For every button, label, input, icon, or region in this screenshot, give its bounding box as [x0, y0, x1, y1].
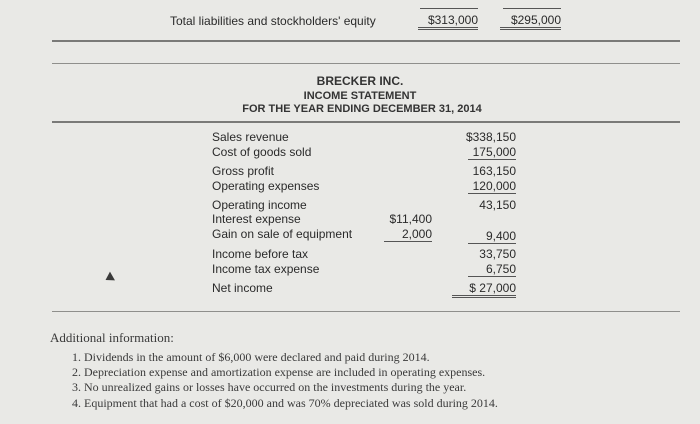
info-item-number: 4.	[72, 396, 81, 410]
sales-revenue-label: Sales revenue	[212, 130, 289, 144]
statement-period: FOR THE YEAR ENDING DECEMBER 31, 2014	[242, 103, 482, 115]
info-item-number: 1.	[72, 350, 81, 364]
total-2013-value: $295,000	[500, 13, 561, 30]
income-before-tax-amount: 33,750	[479, 247, 516, 261]
income-before-tax-label: Income before tax	[212, 247, 309, 261]
company-name: BRECKER INC.	[316, 74, 404, 88]
additional-info-heading: Additional information:	[50, 330, 174, 345]
divider-1	[52, 40, 680, 42]
cogs-label: Cost of goods sold	[212, 145, 312, 159]
info-item-text: Dividends in the amount of $6,000 were declared and paid during 2014.	[84, 350, 430, 364]
info-item-number: 3.	[72, 380, 81, 394]
divider-4	[52, 311, 680, 312]
operating-expenses-amount: 120,000	[468, 179, 516, 194]
statement-title: INCOME STATEMENT	[303, 90, 417, 102]
net-income-amount: $ 27,000	[452, 281, 516, 298]
info-item-text: Equipment that had a cost of $20,000 and was 70% depreciated was sold during 2014.	[84, 396, 498, 410]
total-2014-overline	[420, 8, 478, 9]
operating-income-label: Operating income	[212, 198, 307, 212]
gain-on-sale-amount: 2,000	[384, 227, 432, 242]
info-item-text: Depreciation expense and amortization expense are included in operating expenses.	[84, 365, 486, 379]
operating-income-amount: 43,150	[479, 198, 516, 212]
interest-expense-amount: $11,400	[389, 212, 432, 226]
total-liabilities-equity-label: Total liabilities and stockholders' equity	[170, 14, 376, 28]
operating-expenses-label: Operating expenses	[212, 179, 320, 193]
other-net-amount: 9,400	[468, 229, 516, 244]
gain-on-sale-label: Gain on sale of equipment	[212, 227, 353, 241]
mouse-cursor-icon	[103, 272, 115, 285]
total-2013-overline	[503, 8, 561, 9]
gross-profit-label: Gross profit	[212, 164, 275, 178]
sales-revenue-amount: $338,150	[465, 130, 516, 144]
gross-profit-amount: 163,150	[472, 164, 516, 178]
info-item-2	[72, 365, 485, 380]
income-tax-expense-amount: 6,750	[468, 262, 516, 277]
divider-2	[52, 63, 680, 64]
info-item-3	[72, 380, 466, 395]
total-2014-value: $313,000	[418, 13, 478, 30]
net-income-label: Net income	[212, 281, 273, 295]
income-tax-expense-label: Income tax expense	[212, 262, 320, 276]
info-item-text: No unrealized gains or losses have occurred on the investments during the year.	[84, 380, 467, 394]
interest-expense-label: Interest expense	[212, 212, 301, 226]
info-item-4	[72, 396, 498, 411]
divider-3	[52, 121, 680, 123]
info-item-number: 2.	[72, 365, 81, 379]
info-item-1	[72, 350, 430, 365]
cogs-amount: 175,000	[468, 145, 516, 160]
